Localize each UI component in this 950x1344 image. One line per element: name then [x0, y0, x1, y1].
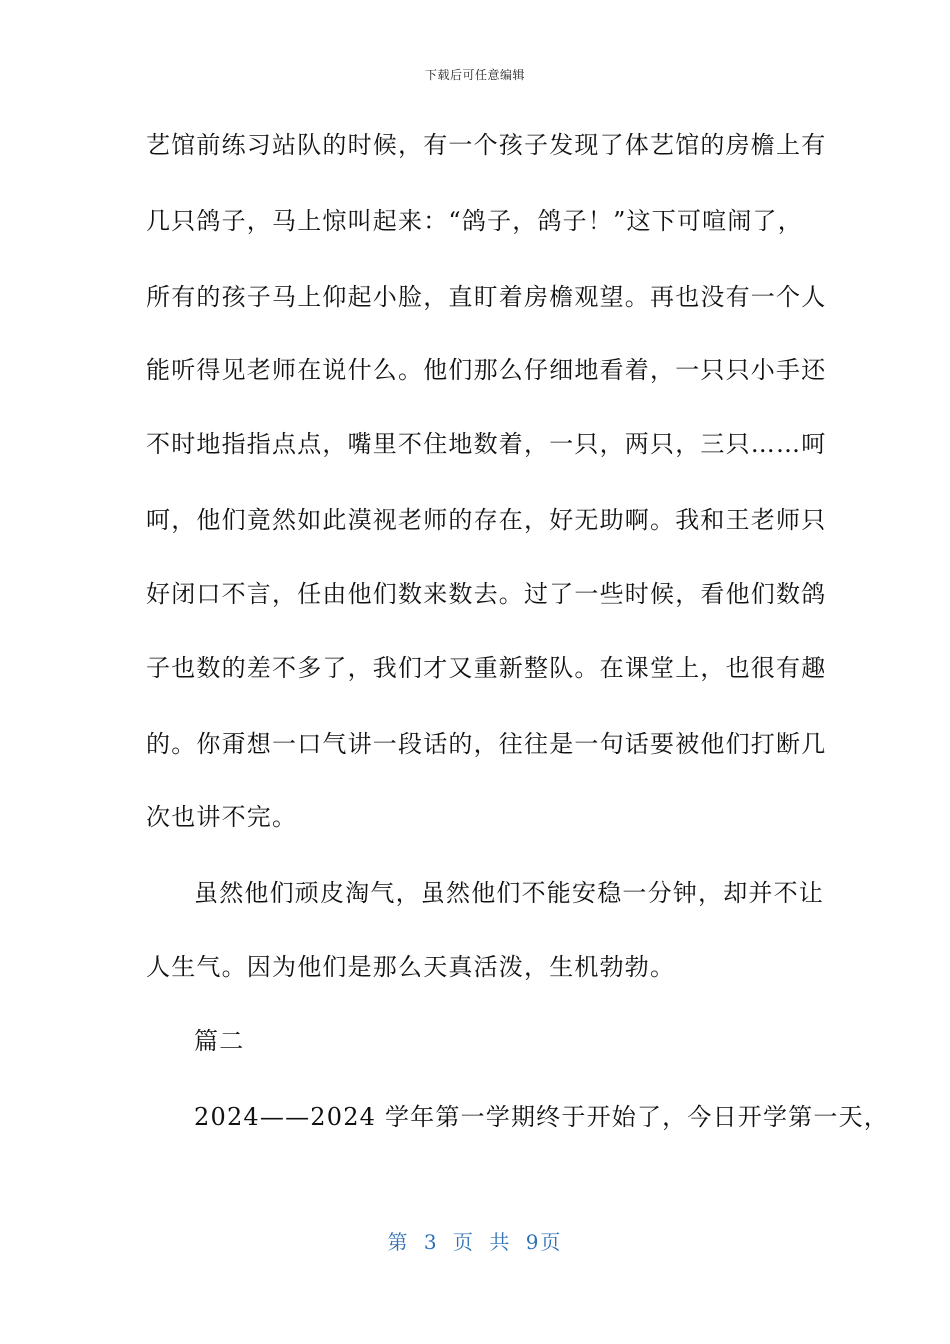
text-line: 几只鸽子，马上惊叫起来：“鸽子，鸽子！”这下可喧闹了， [146, 207, 803, 235]
text-line: 子也数的差不多了，我们才又重新整队。在课堂上，也很有趣 [146, 654, 827, 682]
text-line: 2024——2024 学年第一学期终于开始了，今日开学第一天， [194, 1103, 889, 1131]
text-line: 能听得见老师在说什么。他们那么仔细地看着，一只只小手还 [146, 356, 827, 384]
text-line: 的。你甭想一口气讲一段话的，往往是一句话要被他们打断几 [146, 730, 827, 758]
text-line: 次也讲不完。 [146, 803, 298, 831]
text-line: 虽然他们顽皮淘气，虽然他们不能安稳一分钟，却并不让 [194, 879, 824, 907]
text-line: 艺馆前练习站队的时候，有一个孩子发现了体艺馆的房檐上有 [146, 131, 827, 159]
text-line: 好闭口不言，任由他们数来数去。过了一些时候，看他们数鸽 [146, 580, 827, 608]
text-line: 不时地指指点点，嘴里不住地数着，一只，两只，三只……呵 [146, 430, 827, 458]
text-line: 所有的孩子马上仰起小脸，直盯着房檐观望。再也没有一个人 [146, 283, 827, 311]
text-line: 呵，他们竟然如此漠视老师的存在，好无助啊。我和王老师只 [146, 506, 827, 534]
page-header-note: 下载后可任意编辑 [424, 68, 525, 82]
page-number-footer: 第 3 页 共 9页 [387, 1230, 563, 1254]
text-line: 人生气。因为他们是那么天真活泼，生机勃勃。 [146, 953, 676, 981]
section-heading: 篇二 [194, 1027, 245, 1055]
